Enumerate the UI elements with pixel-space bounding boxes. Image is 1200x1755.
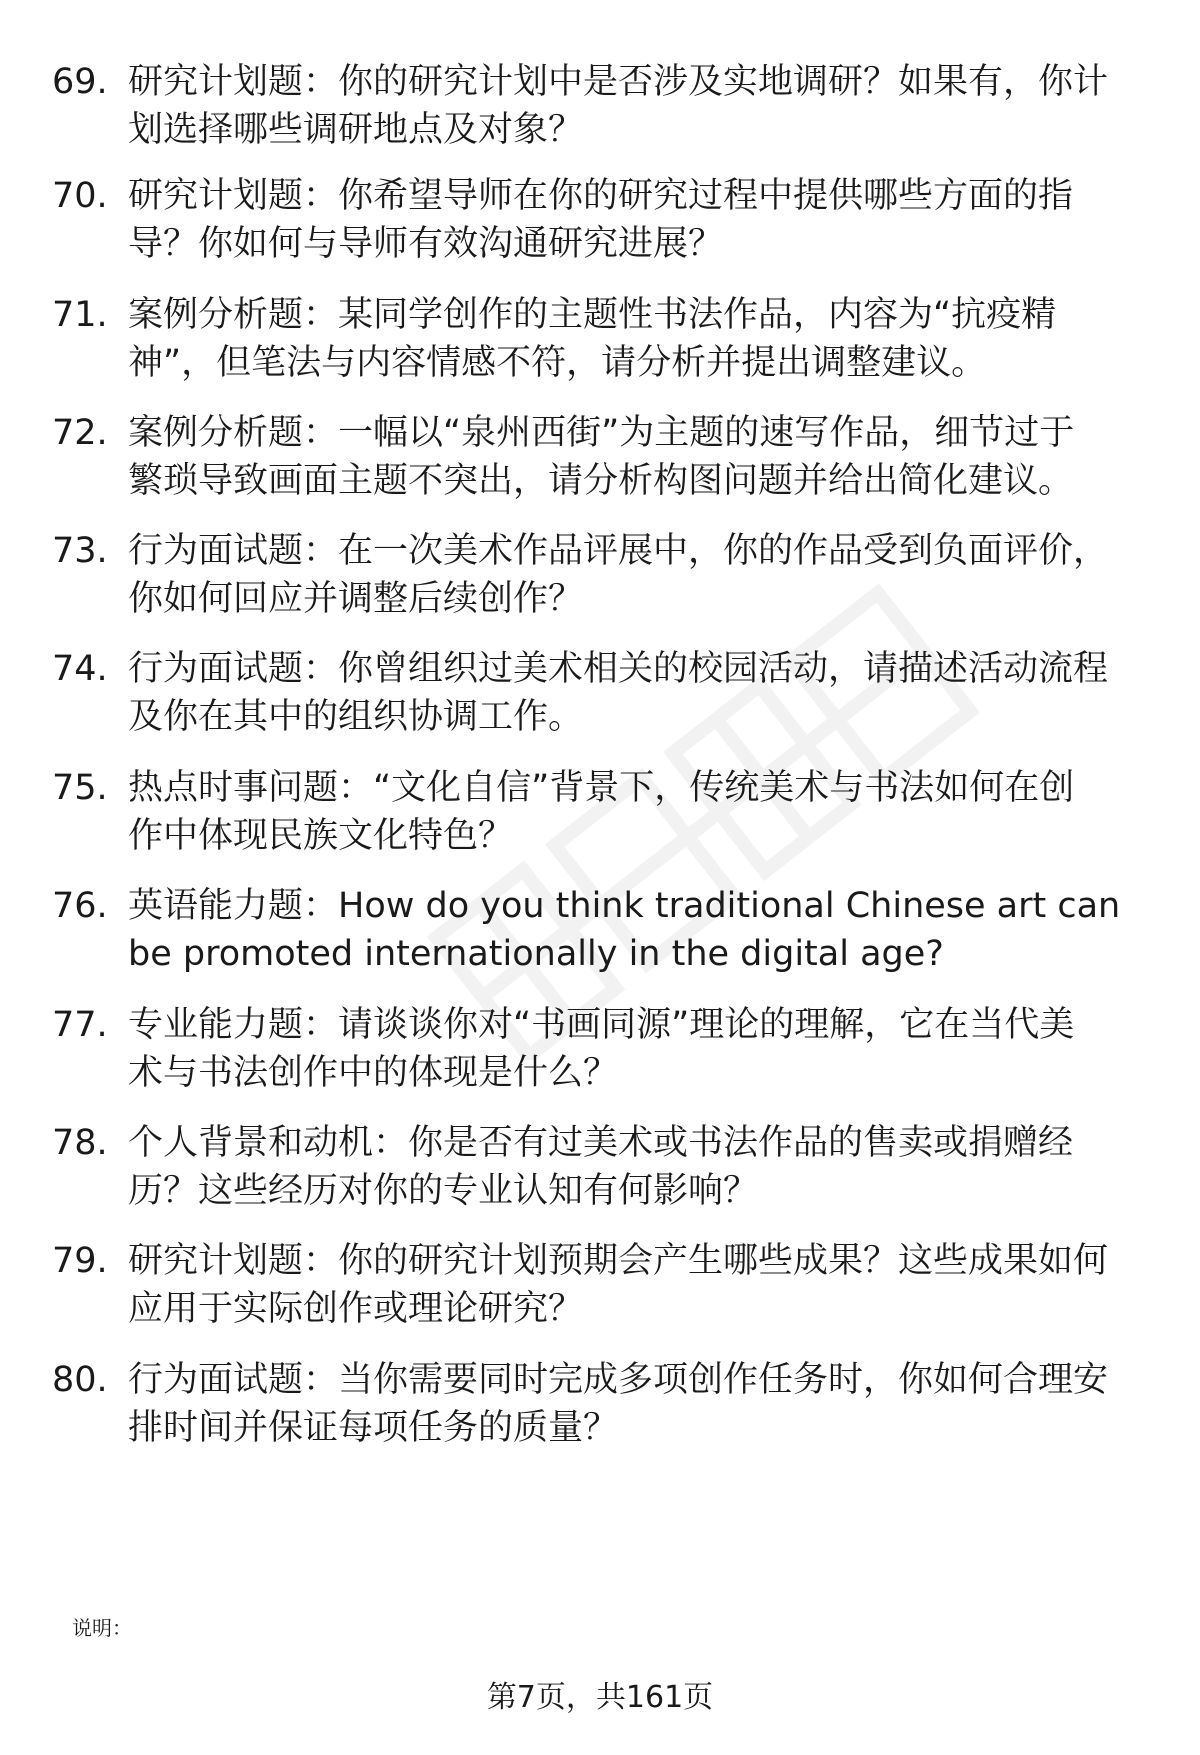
question-text: 行为面试题：你曾组织过美术相关的校园活动，请描述活动流程 及你在其中的组织协调工作。 (128, 649, 1109, 737)
question-text: 个人背景和动机：你是否有过美术或书法作品的售卖或捐赠经 历？这些经历对你的专业认知有何影响？ (128, 1123, 1074, 1211)
question-text: 研究计划题：你希望导师在你的研究过程中提供哪些方面的指 导？你如何与导师有效沟通研究进展？ (128, 176, 1074, 264)
question-number: 71. (52, 295, 108, 335)
question-item (52, 1119, 1152, 1219)
question-number: 79. (52, 1241, 108, 1281)
question-text: 热点时事问题：“文化自信”背景下，传统美术与书法如何在创 作中体现民族文化特色？ (128, 768, 1075, 856)
question-item (52, 882, 1152, 982)
question-number: 74. (52, 649, 108, 689)
question-text: 专业能力题：请谈谈你对“书画同源”理论的理解，它在当代美 术与书法创作中的体现是什么？ (128, 1005, 1075, 1093)
question-number: 70. (52, 176, 108, 216)
question-item (52, 1356, 1152, 1456)
question-text: 案例分析题：一幅以“泉州西街”为主题的速写作品，细节过于 繁琐导致画面主题不突出，请分析构图问题并给出简化建议。 (128, 413, 1075, 501)
question-number: 69. (52, 62, 108, 102)
question-number: 80. (52, 1360, 108, 1400)
question-item (52, 527, 1152, 627)
question-number: 77. (52, 1005, 108, 1045)
question-item (52, 764, 1152, 864)
note-label: 说明： (72, 1616, 132, 1640)
question-item (52, 172, 1152, 272)
question-item (52, 291, 1152, 391)
question-item (52, 1237, 1152, 1337)
page-footer: 第7页，共161页 (486, 1680, 714, 1715)
question-text: 行为面试题：当你需要同时完成多项创作任务时，你如何合理安 排时间并保证每项任务的质量？ (128, 1360, 1109, 1448)
question-number: 76. (52, 886, 108, 926)
question-text: 案例分析题：某同学创作的主题性书法作品，内容为“抗疫精 神”，但笔法与内容情感不符，请分析并提出调整建议。 (128, 295, 1057, 383)
question-text: 英语能力题：How do you think traditional Chinese art can be promoted internationally in the digital age? (128, 886, 1121, 974)
question-text: 行为面试题：在一次美术作品评展中，你的作品受到负面评价， 你如何回应并调整后续创作？ (128, 531, 1109, 619)
question-number: 75. (52, 768, 108, 808)
question-item (52, 645, 1152, 745)
question-item (52, 409, 1152, 509)
question-item (52, 1001, 1152, 1101)
question-number: 78. (52, 1123, 108, 1163)
question-number: 72. (52, 413, 108, 453)
question-text: 研究计划题：你的研究计划预期会产生哪些成果？这些成果如何 应用于实际创作或理论研究？ (128, 1241, 1109, 1329)
question-number: 73. (52, 531, 108, 571)
question-item (52, 58, 1152, 158)
question-text: 研究计划题：你的研究计划中是否涉及实地调研？如果有，你计 划选择哪些调研地点及对象？ (128, 62, 1109, 150)
